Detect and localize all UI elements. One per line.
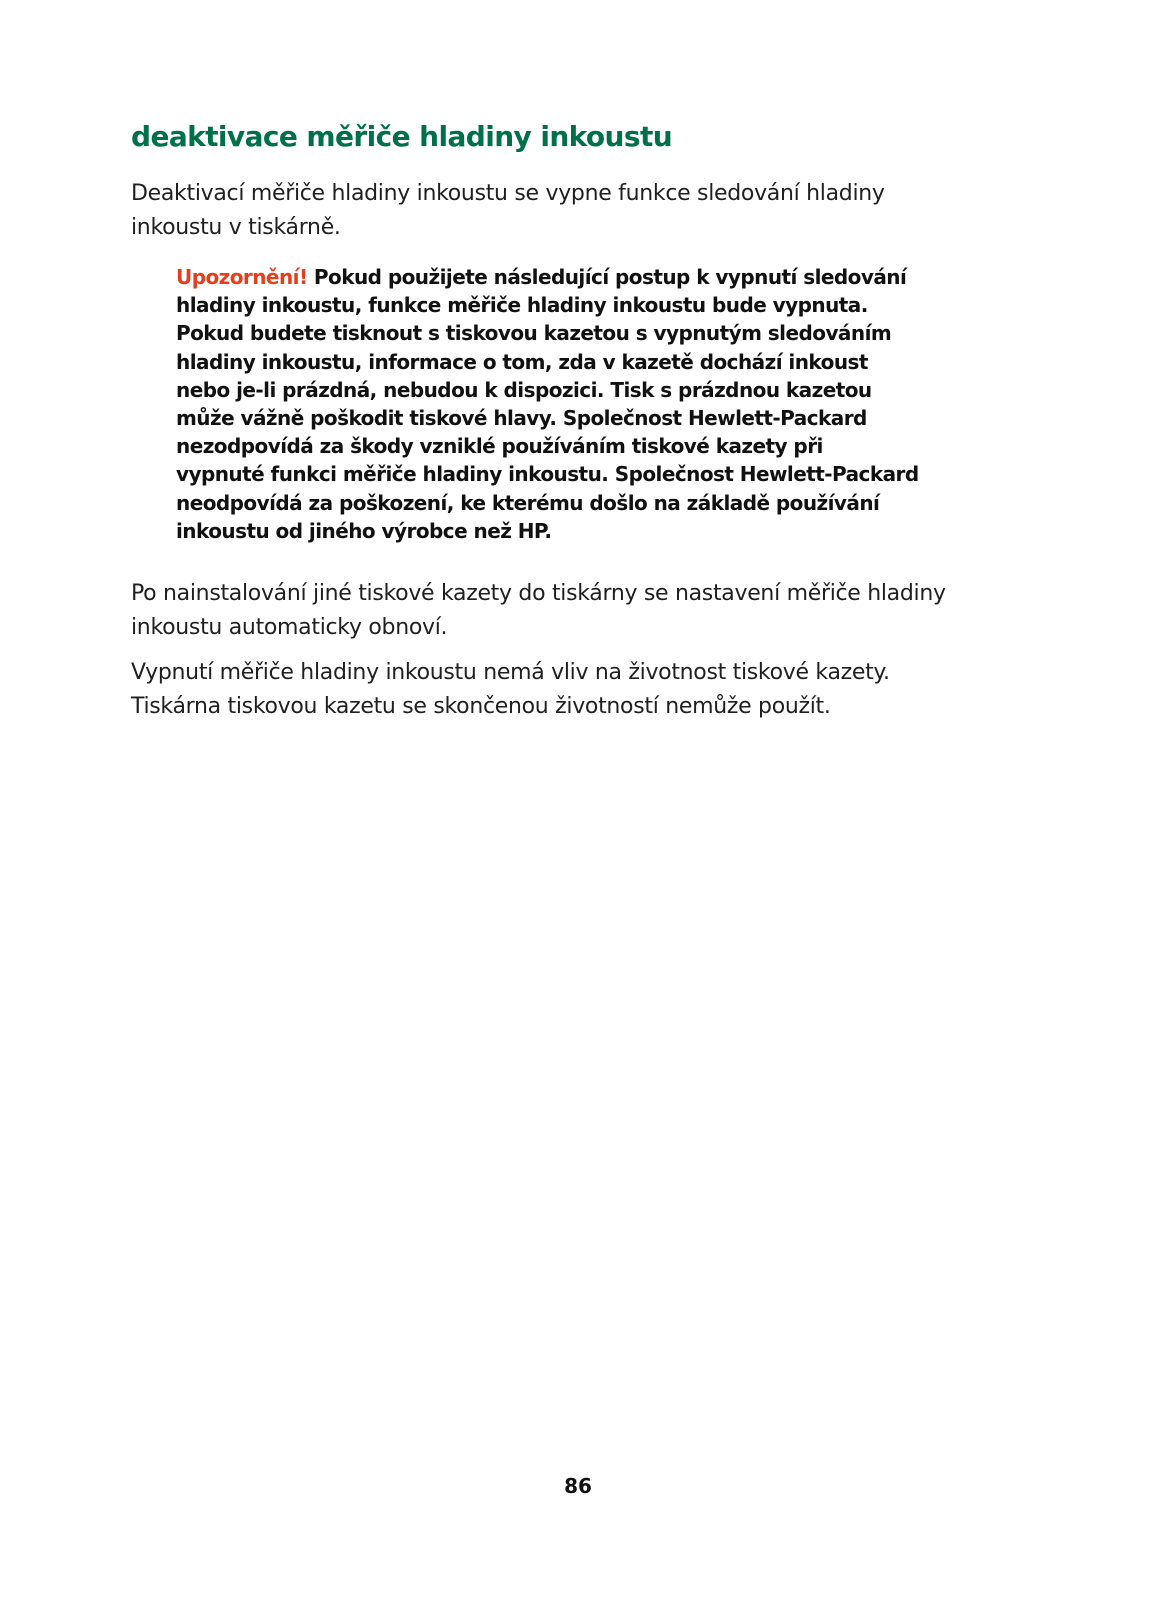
warning-line: vypnuté funkci měřiče hladiny inkoustu. Společnost Hewlett-Packard — [176, 462, 919, 487]
intro-paragraph — [131, 177, 1031, 245]
paragraph-line: Vypnutí měřiče hladiny inkoustu nemá vliv na životnost tiskové kazety. — [131, 660, 890, 685]
lifetime-paragraph — [131, 656, 1031, 724]
warning-text: Pokud použijete následující postup k vypnutí sledování — [307, 265, 907, 289]
warning-note — [176, 263, 1036, 545]
intro-line: Deaktivací měřiče hladiny inkoustu se vypne funkce sledování hladiny — [131, 181, 885, 206]
warning-line: nezodpovídá za škody vzniklé používáním tiskové kazety při — [176, 434, 823, 459]
warning-line: hladiny inkoustu, funkce měřiče hladiny inkoustu bude vypnuta. — [176, 293, 868, 318]
warning-line: Pokud budete tisknout s tiskovou kazetou s vypnutým sledováním — [176, 321, 892, 346]
warning-label: Upozornění! — [176, 265, 308, 289]
intro-line: inkoustu v tiskárně. — [131, 215, 341, 240]
warning-first-line — [176, 263, 1036, 291]
cartridge-reinstall-paragraph — [131, 577, 1031, 645]
paragraph-line: inkoustu automaticky obnoví. — [131, 615, 448, 640]
warning-line: může vážně poškodit tiskové hlavy. Společnost Hewlett-Packard — [176, 406, 867, 431]
section-heading: deaktivace měřiče hladiny inkoustu — [131, 120, 673, 153]
warning-line: inkoustu od jiného výrobce než HP. — [176, 518, 552, 543]
paragraph-line: Po nainstalování jiné tiskové kazety do tiskárny se nastavení měřiče hladiny — [131, 581, 946, 606]
warning-line: nebo je-li prázdná, nebudou k dispozici. Tisk s prázdnou kazetou — [176, 377, 872, 402]
page-number: 86 — [564, 1474, 592, 1498]
warning-line: neodpovídá za poškození, ke kterému došlo na základě používání — [176, 490, 880, 515]
warning-line: hladiny inkoustu, informace o tom, zda v kazetě dochází inkoust — [176, 349, 868, 374]
paragraph-line: Tiskárna tiskovou kazetu se skončenou životností nemůže použít. — [131, 694, 831, 719]
